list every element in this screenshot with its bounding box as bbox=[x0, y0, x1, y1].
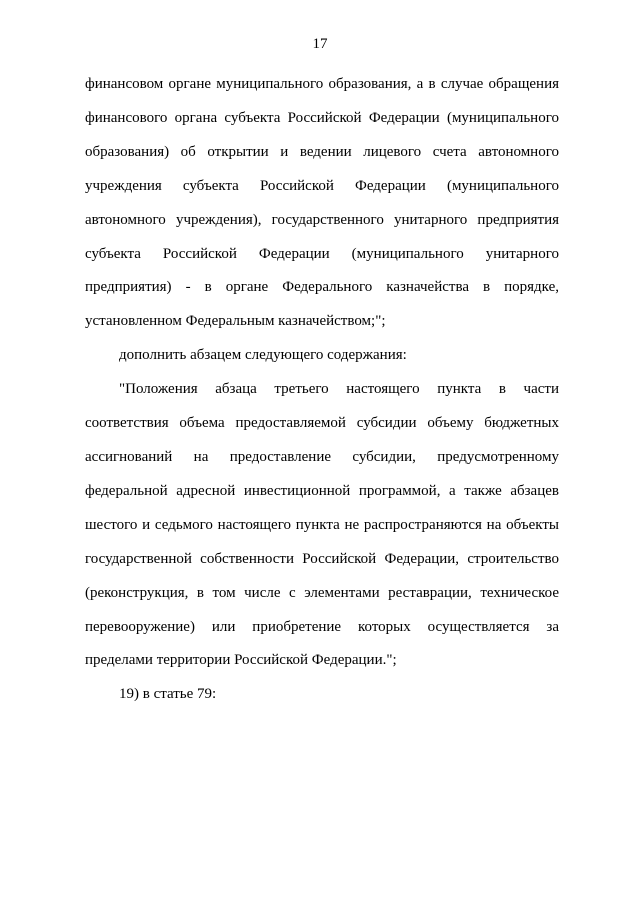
text-line: предприятия) - в органе Федерального казначейства в порядке, bbox=[85, 279, 559, 296]
text-line: дополнить абзацем следующего содержания: bbox=[119, 347, 407, 364]
text-line: финансовом органе муниципального образования, а в случае обращения bbox=[85, 76, 559, 92]
paragraph-funding-account bbox=[85, 68, 559, 339]
text-line: (реконструкция, в том числе с элементами реставрации, техническое bbox=[85, 584, 559, 601]
text-line: 19) в статье 79: bbox=[119, 686, 217, 703]
text-line: федеральной адресной инвестиционной программой, а также абзацев bbox=[85, 482, 559, 499]
page-number: 17 bbox=[312, 36, 328, 52]
text-line: пределами территории Российской Федерации."; bbox=[85, 652, 397, 669]
text-line: установленном Федеральным казначейством;"; bbox=[85, 313, 386, 330]
text-line: ассигнований на предоставление субсидии, предусмотренному bbox=[85, 448, 559, 465]
text-line: "Положения абзаца третьего настоящего пункта в части bbox=[119, 381, 559, 398]
text-line: автономного учреждения), государственного унитарного предприятия bbox=[85, 211, 559, 228]
text-line: образования) об открытии и ведении лицевого счета автономного bbox=[85, 143, 559, 160]
paragraph-article-79 bbox=[85, 678, 559, 712]
text-line: субъекта Российской Федерации (муниципального унитарного bbox=[85, 245, 559, 262]
text-line: финансового органа субъекта Российской Федерации (муниципального bbox=[85, 109, 559, 126]
paragraph-add-paragraph bbox=[85, 339, 559, 373]
text-line: шестого и седьмого настоящего пункта не распространяются на объекты bbox=[85, 516, 559, 533]
document-body bbox=[85, 68, 559, 712]
text-line: соответствия объема предоставляемой субсидии объему бюджетных bbox=[85, 415, 559, 432]
text-line: учреждения субъекта Российской Федерации (муниципального bbox=[85, 177, 559, 194]
text-line: государственной собственности Российской Федерации, строительство bbox=[85, 550, 559, 567]
paragraph-quoted-provision bbox=[85, 373, 559, 678]
text-line: перевооружение) или приобретение которых осуществляется за bbox=[85, 618, 559, 635]
